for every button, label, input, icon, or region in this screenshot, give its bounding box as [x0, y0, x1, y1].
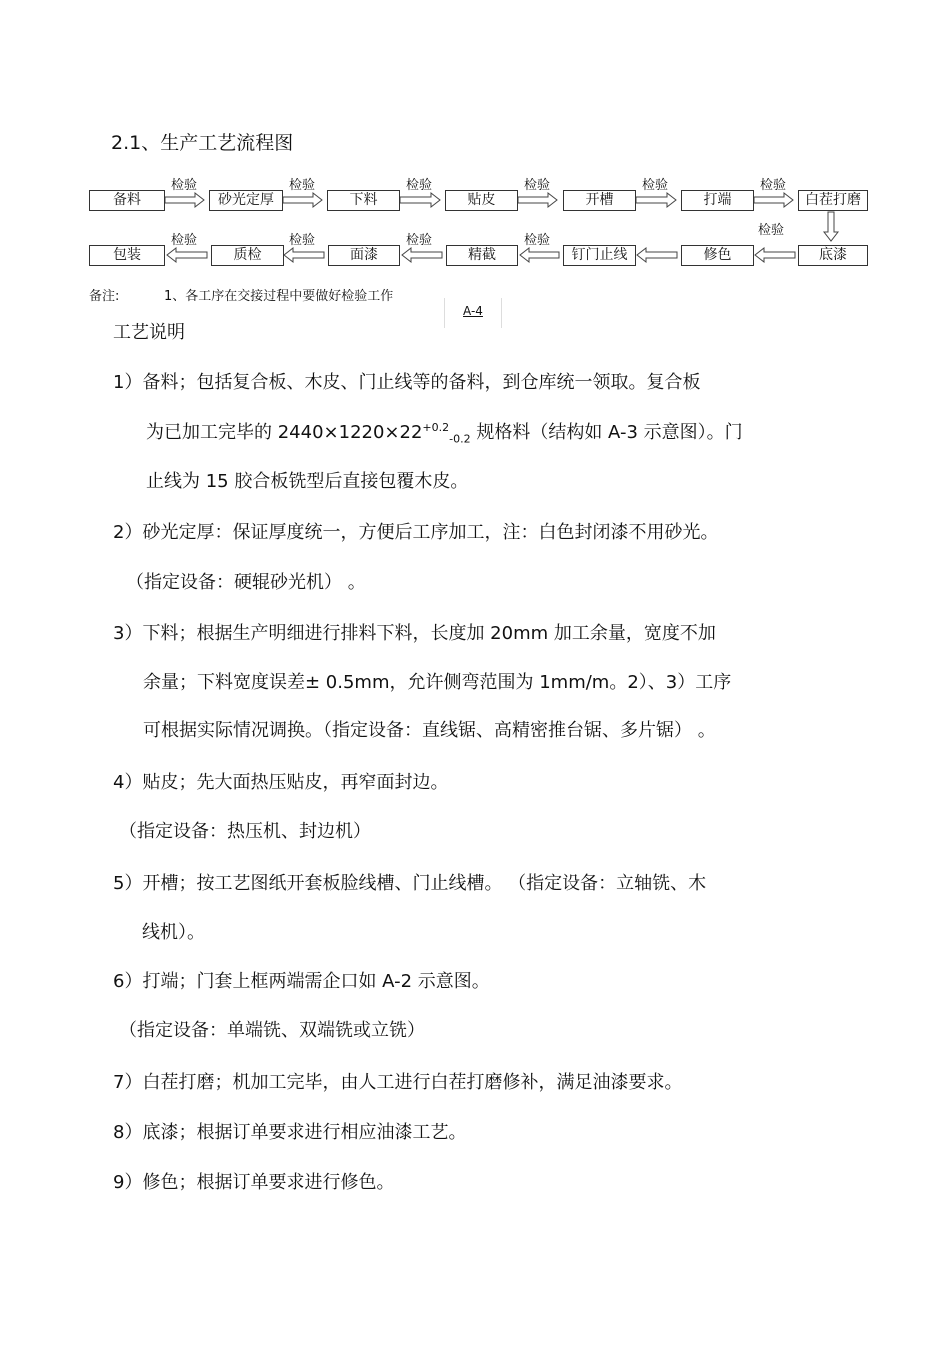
step-1-line-2-post: 规格料（结构如 A-3 示意图）。门 [470, 422, 743, 443]
flow-check-label: 检验 [524, 178, 551, 193]
flow-step-box: 贴皮 [445, 190, 518, 211]
flow-step-box: 面漆 [328, 245, 400, 266]
arrow-left-icon [520, 248, 559, 262]
step-2-line-2: （指定设备：硬辊砂光机） 。 [126, 572, 366, 593]
tolerance-upper: +0.2 [422, 421, 450, 434]
flow-step-box: 包装 [89, 245, 165, 266]
step-1-line-2 [146, 418, 743, 446]
arrow-right-icon [165, 193, 204, 207]
step-4-line-1: 4）贴皮；先大面热压贴皮，再窄面封边。 [113, 772, 449, 793]
flow-step-box: 开槽 [563, 190, 636, 211]
arrow-right-icon [283, 193, 322, 207]
arrow-left-icon [402, 248, 442, 262]
step-3-line-1: 3）下料；根据生产明细进行排料下料，长度加 20mm 加工余量，宽度不加 [113, 623, 716, 644]
section-title: 2.1、生产工艺流程图 [111, 132, 294, 154]
flow-check-label: 检验 [406, 178, 433, 193]
flow-check-label: 检验 [171, 178, 198, 193]
flow-check-label: 检验 [524, 233, 551, 248]
flow-check-label: 检验 [289, 233, 316, 248]
flow-check-label: 检验 [289, 178, 316, 193]
arrow-right-icon [400, 193, 440, 207]
flow-step-box: 备料 [89, 190, 165, 211]
arrow-right-icon [754, 193, 793, 207]
flow-check-label: 检验 [760, 178, 787, 193]
arrow-left-icon [637, 248, 677, 262]
flow-step-box: 精截 [446, 245, 518, 266]
flow-check-label: 检验 [171, 233, 198, 248]
flow-step-box: 砂光定厚 [209, 190, 283, 211]
arrow-right-icon [518, 193, 557, 207]
step-3-line-3: 可根据实际情况调换。（指定设备：直线锯、高精密推台锯、多片锯） 。 [143, 720, 716, 741]
note-text: 1、各工序在交接过程中要做好检验工作 [164, 289, 394, 304]
flow-step-box: 修色 [681, 245, 754, 266]
step-6-line-2: （指定设备：单端铣、双端铣或立铣） [119, 1020, 425, 1041]
step-4-line-2: （指定设备：热压机、封边机） [119, 821, 371, 842]
flow-step-box: 底漆 [798, 245, 868, 266]
arrow-left-icon [284, 248, 324, 262]
step-6-line-1: 6）打端；门套上框两端需企口如 A-2 示意图。 [113, 971, 490, 992]
flow-step-box: 打端 [681, 190, 754, 211]
flow-arrows [0, 0, 950, 280]
flow-check-label: 检验 [642, 178, 669, 193]
step-8: 8）底漆；根据订单要求进行相应油漆工艺。 [113, 1122, 467, 1143]
step-2-line-1: 2）砂光定厚：保证厚度统一，方便后工序加工，注：白色封闭漆不用砂光。 [113, 522, 719, 543]
flow-step-box: 钉门止线 [563, 245, 636, 266]
arrow-left-icon [167, 248, 207, 262]
figure-label: A-4 [463, 304, 483, 318]
flow-step-box: 白茬打磨 [798, 190, 868, 211]
arrow-right-icon [636, 193, 676, 207]
flow-step-box: 质检 [211, 245, 284, 266]
arrow-left-icon [755, 248, 795, 262]
flow-step-box: 下料 [327, 190, 400, 211]
tolerance-lower: -0.2 [449, 432, 471, 446]
step-1-line-3: 止线为 15 胶合板铣型后直接包覆木皮。 [146, 471, 469, 492]
step-5-line-1: 5）开槽；按工艺图纸开套板脸线槽、门止线槽。 （指定设备：立轴铣、木 [113, 873, 707, 894]
step-3-line-2: 余量；下料宽度误差± 0.5mm，允许侧弯范围为 1mm/m。2）、3）工序 [143, 672, 732, 693]
flow-check-label: 检验 [406, 233, 433, 248]
arrow-down-icon [824, 212, 838, 241]
step-9: 9）修色；根据订单要求进行修色。 [113, 1172, 395, 1193]
flow-check-label: 检验 [758, 223, 785, 238]
step-1-line-2-pre: 为已加工完毕的 2440×1220×22 [146, 422, 423, 443]
figure-label-frame [444, 298, 502, 328]
note-prefix: 备注: [89, 289, 120, 304]
step-5-line-2: 线机）。 [142, 922, 205, 943]
step-1-line-1: 1）备料；包括复合板、木皮、门止线等的备料，到仓库统一领取。复合板 [113, 372, 701, 393]
desc-heading: 工艺说明 [113, 322, 185, 343]
step-7: 7）白茬打磨；机加工完毕，由人工进行白茬打磨修补，满足油漆要求。 [113, 1072, 683, 1093]
